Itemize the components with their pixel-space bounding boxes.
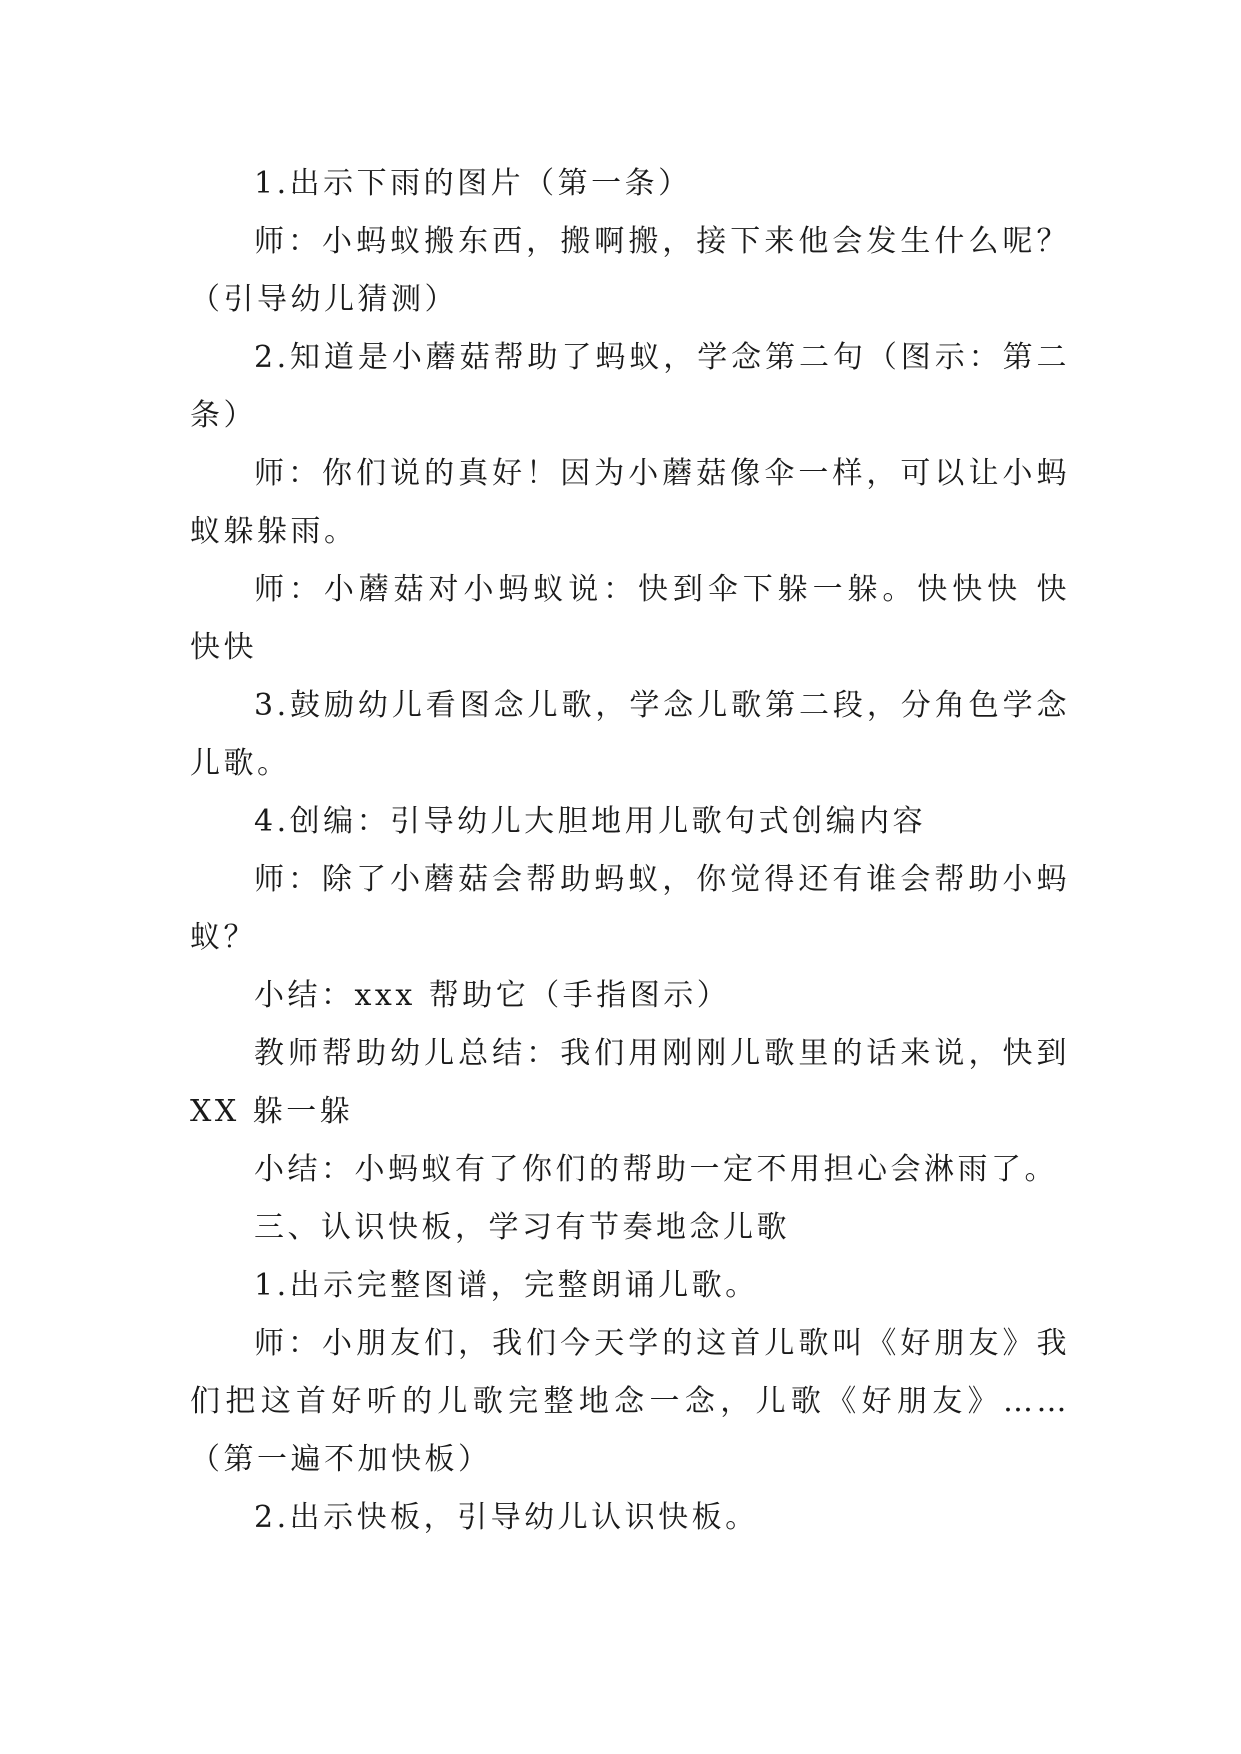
paragraph: 3.鼓励幼儿看图念儿歌，学念儿歌第二段，分角色学念儿歌。 [190,688,1070,781]
paragraph: 师：你们说的真好！因为小蘑菇像伞一样，可以让小蚂蚁躲躲雨。 [190,456,1070,549]
paragraph: 小结：小蚂蚁有了你们的帮助一定不用担心会淋雨了。 [254,1152,1058,1187]
paragraph: 2.知道是小蘑菇帮助了蚂蚁，学念第二句（图示：第二条） [190,340,1070,433]
paragraph: 师：小蚂蚁搬东西，搬啊搬，接下来他会发生什么呢？（引导幼儿猜测） [190,224,1070,317]
paragraph: 4.创编：引导幼儿大胆地用儿歌句式创编内容 [254,804,927,839]
paragraph: 2.出示快板，引导幼儿认识快板。 [254,1500,759,1535]
section-heading: 三、认识快板，学习有节奏地念儿歌 [254,1210,790,1245]
paragraph: 小结：xxx 帮助它（手指图示） [254,978,731,1013]
paragraph: 教师帮助幼儿总结：我们用刚刚儿歌里的话来说，快到XX 躲一躲 [190,1036,1070,1129]
paragraph: 师：除了小蘑菇会帮助蚂蚁，你觉得还有谁会帮助小蚂蚁？ [190,862,1070,955]
paragraph: 1.出示完整图谱，完整朗诵儿歌。 [254,1268,759,1303]
paragraph: 1.出示下雨的图片（第一条） [254,166,692,201]
paragraph: 师：小蘑菇对小蚂蚁说：快到伞下躲一躲。快快快 快快快 [190,572,1070,665]
paragraph: 师：小朋友们，我们今天学的这首儿歌叫《好朋友》我们把这首好听的儿歌完整地念一念，儿歌《好朋友》……（第一遍不加快板） [190,1326,1070,1477]
document-body [190,155,1070,1547]
